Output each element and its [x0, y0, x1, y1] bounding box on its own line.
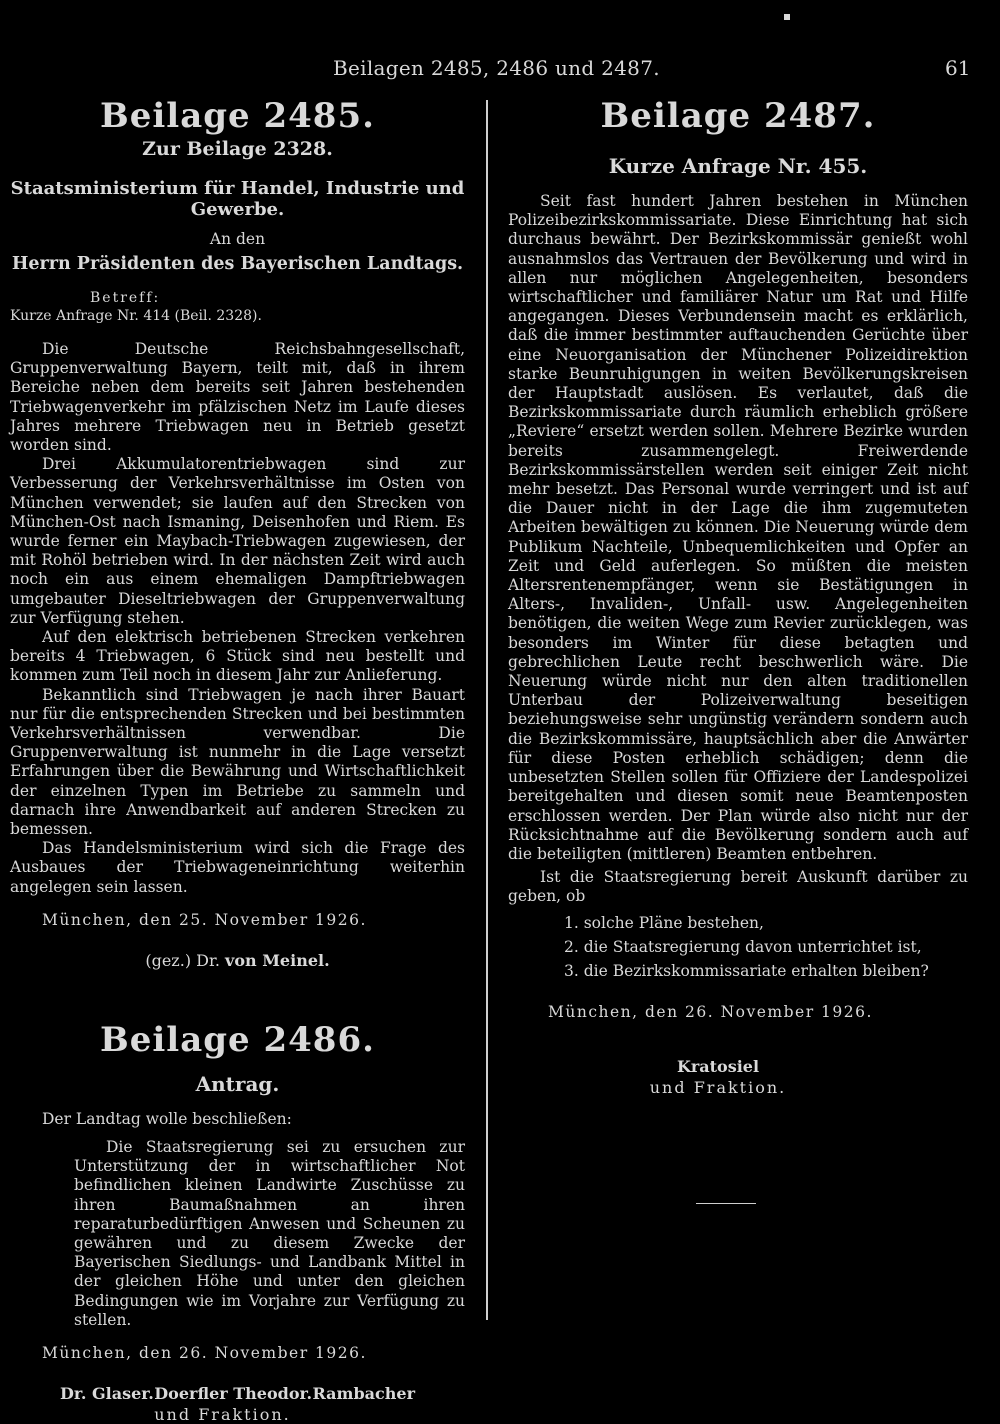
paragraph: Das Handelsministerium wird sich die Frage des Ausbaues der Triebwageneinrichtung weiterhin angelegen sein lassen.	[10, 839, 465, 896]
betreff-text: Kurze Anfrage Nr. 414 (Beil. 2328).	[10, 308, 262, 324]
signature-name: von Meinel.	[225, 950, 330, 970]
paragraph: Seit fast hundert Jahren bestehen in München Polizeibezirkskommissariate. Diese Einrichtung hat sich durchaus bewährt. Der Bezirkskommissär genießt wohl ausnahmslos das Vertrauen der Bevölkerung und wird in allen nur möglichen Angelegenheiten, besonders wirtschaftlicher und familiärer Natur um Rat und Hilfe angegangen. Dieses Verbundensein macht es erklärlich, daß die immer bestimmter auftauchenden Gerüchte über eine Neuorganisation der Münchener Polizeidirektion starke Beunruhigungen in weiten Bevölkerungskreisen der Hauptstadt auslösen. Es verlautet, daß die Bezirkskommissariate durch räumlich erheblich größere „Reviere“ ersetzt werden sollen. Mehrere Bezirke wurden bereits zusammengelegt. Freiwerdende Bezirkskommissärstellen werden seit einiger Zeit nicht mehr besetzt. Das Personal wurde verringert und ist auf die Dauer nicht in der Lage die ihm zugemuteten Arbeiten bewältigen zu können. Die Neuerung würde dem Publikum Nachteile, Unbequemlichkeiten und Opfer an Zeit und Geld auferlegen. So müßten die meisten Altersrentenempfänger, wenn sie Bestätigungen in Alters-, Invaliden-, Unfall- usw. Angelegenheiten benötigen, die weiten Wege zum Revier zurücklegen, was besonders im Winter für diese betagten und gebrechlichen Leute recht beschwerlich wäre. Die Neuerung würde nicht nur den alten traditionellen Unterbau der Polizeiverwaltung beseitigen beziehungsweise sehr ungünstig verändern sondern auch die Bezirkskommissäre, hauptsächlich aber die Anwärter für diese Posten erheblich schädigen; denn die unbesetzten Stellen sollen für Offiziere der Landespolizei bereitgehalten und diesen somit neue Beamtenposten erschlossen werden. Der Plan würde also nicht nur der Rücksichtnahme auf die Bevölkerung sondern auch auf die beteiligten (mittleren) Beamten entbehren.	[508, 192, 968, 863]
an-den-line: An den	[209, 230, 266, 248]
right-column	[508, 96, 968, 1204]
list-item: 3. die Bezirkskommissariate erhalten bleiben?	[564, 961, 929, 980]
signature-prefix: (gez.) Dr.	[145, 950, 220, 970]
question-list	[508, 911, 968, 983]
betreff-label: Betreff:	[90, 290, 161, 306]
beilage-2487-title: Beilage 2487.	[600, 96, 876, 136]
beilage-2486-subtitle: Antrag.	[195, 1071, 280, 1096]
beilage-2487-date: München, den 26. November 1926.	[548, 1002, 873, 1021]
beilage-2487-body	[508, 192, 968, 907]
beilage-2485-signature	[10, 951, 465, 970]
top-dot-mark	[784, 14, 790, 20]
antrag-intro: Der Landtag wolle beschließen:	[42, 1109, 292, 1128]
running-header: Beilagen 2485, 2486 und 2487.	[333, 56, 660, 80]
beilage-2486-title: Beilage 2486.	[100, 1019, 375, 1060]
beilage-2487-fraktion: und Fraktion.	[649, 1077, 787, 1097]
beilage-2485-subtitle: Zur Beilage 2328.	[142, 138, 333, 160]
beilage-2486-date: München, den 26. November 1926.	[42, 1343, 367, 1362]
beilage-2486-fraktion: und Fraktion.	[154, 1404, 291, 1424]
question-intro: Ist die Staatsregierung bereit Auskunft darüber zu geben, ob	[508, 868, 968, 906]
signer: Dr. Glaser.	[60, 1383, 154, 1403]
beilage-2485-date: München, den 25. November 1926.	[42, 910, 367, 929]
antrag-text	[10, 1138, 465, 1330]
paragraph: Drei Akkumulatorentriebwagen sind zur Verbesserung der Verkehrsverhältnisse im Osten von München verwendet; sie laufen auf den Strecken von München-Ost nach Ismaning, Deisenhofen und Riem. Es wurde ferner ein Maybach-Triebwagen zugewiesen, der mit Rohöl betrieben wird. In der nächsten Zeit wird auch noch ein aus einem ehemaligen Dampftriebwagen umgebauter Dieseltriebwagen der Gruppenverwaltung zur Verfügung stehen.	[10, 455, 465, 627]
page-number: 61	[945, 56, 971, 80]
beilage-2485-title: Beilage 2485.	[100, 96, 375, 136]
recipient-line: Herrn Präsidenten des Bayerischen Landtags.	[11, 254, 464, 274]
list-item: 2. die Staatsregierung davon unterrichtet ist,	[564, 937, 922, 956]
beilage-2487-signer: Kratosiel	[676, 1056, 760, 1076]
paragraph: Bekanntlich sind Triebwagen je nach ihrer Bauart nur für die entsprechenden Strecken und bei bestimmten Verkehrsverhältnissen verwendbar. Die Gruppenverwaltung ist nunmehr in die Lage versetzt Erfahrungen über die Bewährung und Wirtschaftlichkeit der einzelnen Typen im Betriebe zu sammeln und darnach ihre Anwendbarkeit auf anderen Strecken zu bemessen.	[10, 685, 465, 839]
ministry-name: Staatsministerium für Handel, Industrie und Gewerbe.	[10, 178, 465, 220]
paragraph: Die Deutsche Reichsbahngesellschaft, Gruppenverwaltung Bayern, teilt mit, daß in ihrem Bereiche neben dem bereits seit Jahren bestehenden Triebwagenverkehr im pfälzischen Netz im Laufe dieses Jahres mehrere Triebwagen neu in Betrieb gesetzt worden sind.	[10, 340, 465, 455]
paragraph: Die Staatsregierung sei zu ersuchen zur Unterstützung der in wirtschaftlicher Not befindlichen kleinen Landwirte Zuschüsse zu ihren Baumaßnahmen an ihren reparaturbedürftigen Anwesen und Scheunen zu gewähren und zu diesem Zwecke der Bayerischen Siedlungs- und Landbank Mittel in der gleichen Höhe und unter den gleichen Bedingungen wie im Vorjahre zur Verfügung zu stellen.	[74, 1137, 465, 1329]
paragraph: Auf den elektrisch betriebenen Strecken verkehren bereits 4 Triebwagen, 6 Stück sind neu bestellt und kommen zum Teil noch in diesem Jahr zur Anlieferung.	[10, 628, 465, 685]
end-rule	[696, 1203, 756, 1204]
signers-row	[10, 1384, 465, 1403]
left-column	[10, 96, 465, 1424]
beilage-2485-body	[10, 340, 465, 897]
column-divider	[486, 100, 488, 1320]
signer: Doerfler Theodor.	[154, 1383, 313, 1403]
list-item: 1. solche Pläne bestehen,	[564, 913, 764, 932]
signer: Rambacher	[312, 1383, 415, 1403]
beilage-2487-subtitle: Kurze Anfrage Nr. 455.	[608, 154, 868, 178]
